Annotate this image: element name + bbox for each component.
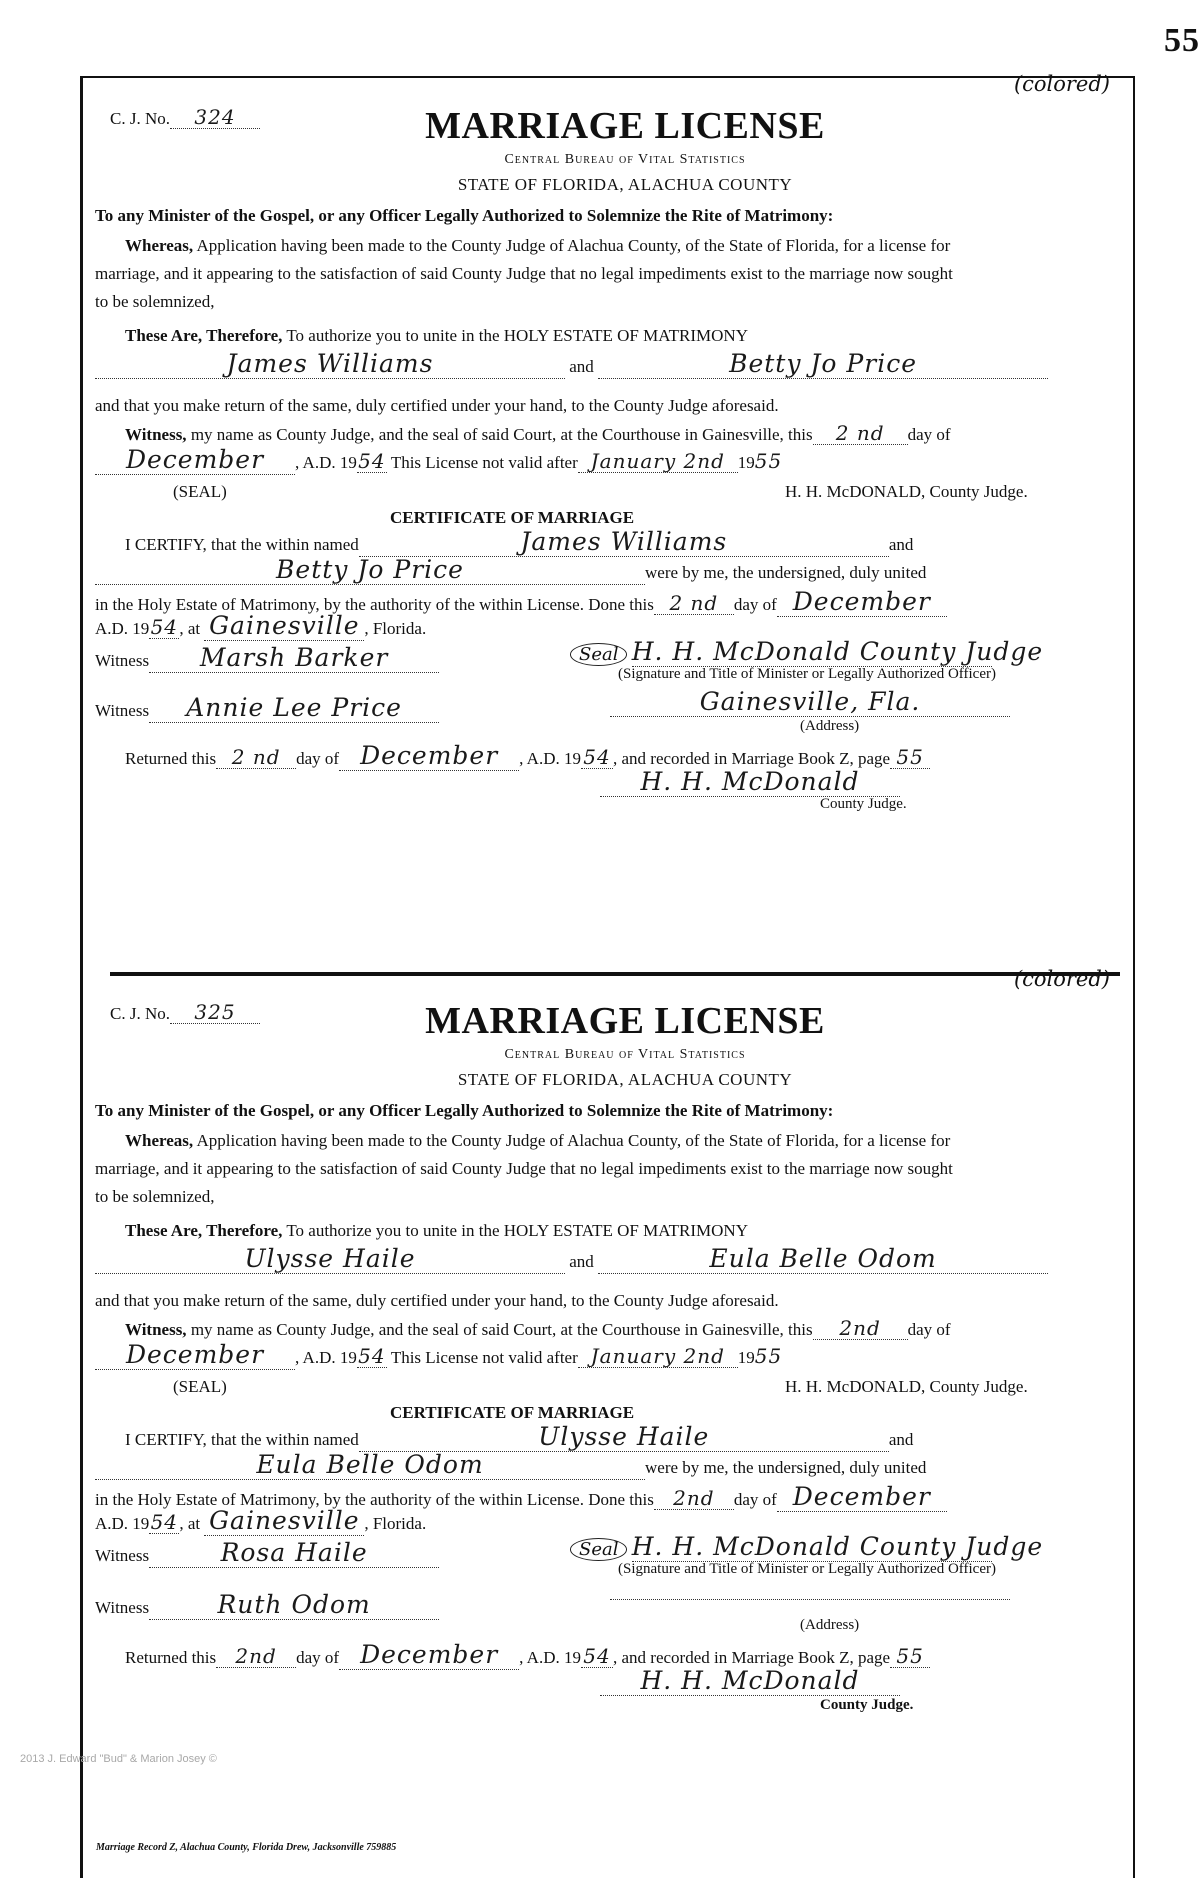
certify-text: I CERTIFY, that the within named [125,535,359,554]
witness-text: my name as County Judge, and the seal of said Court, at the Courthouse in Gainesville, this [190,425,813,444]
cj-number [110,106,260,129]
address-to: To any Minister of the Gospel, or any Officer Legally Authorized to Solemnize the Rite of Matrimony: [95,206,834,225]
seal-label: (SEAL) [173,482,227,501]
whereas-line-1 [125,236,950,256]
florida-label: , Florida. [364,619,427,638]
day-of-label: day of [907,425,951,444]
were-by-me: were by me, the undersigned, duly united [645,1458,927,1477]
these-text: To authorize you to unite in the HOLY ESTATE OF MATRIMONY [286,1221,748,1240]
groom-name: Ulysse Haile [95,1245,565,1274]
witness-2: Ruth Odom [149,1591,439,1620]
and-label: and [569,357,594,376]
and-label-2: and [888,1430,914,1449]
colored-note: (colored) [1013,72,1110,96]
returned-day: 2 nd [216,746,296,769]
ad-line-label: A.D. 19 [95,619,150,638]
were-by-me: were by me, the undersigned, duly united [645,563,927,582]
holy-estate-text: in the Holy Estate of Matrimony, by the authority of the within License. Done this [95,595,654,614]
seal-mark: Seal [570,643,627,666]
whereas-text-1: Application having been made to the County Judge of Alachua County, of the State of Florida, for a license for [196,236,951,255]
officiant-address: Gainesville, Fla. [610,688,1010,717]
returned-month: December [339,742,519,771]
and-label: and [569,1252,594,1271]
valid-year-prefix: 19 [737,453,755,472]
done-place: Gainesville [204,1507,364,1536]
form-footer: Marriage Record Z, Alachua County, Florida Drew, Jacksonville 759885 [96,1842,397,1853]
officiant-address-line [610,688,1010,717]
not-valid-label: This License not valid after [390,1348,578,1367]
whereas-lead: Whereas, [125,1131,194,1150]
license-subtitle: Central Bureau of Vital Statistics [504,1047,746,1062]
witness-2-line [95,694,439,723]
cj-no-value: 325 [170,1001,260,1024]
witness-1-line [95,644,439,673]
at-label: at [187,1514,201,1533]
ad-prefix: , A.D. 19 [295,1348,357,1367]
judge-label: H. H. McDONALD, County Judge. [785,482,1028,501]
done-day: 2 nd [654,592,734,615]
address-caption: (Address) [800,718,860,734]
license-title: MARRIAGE LICENSE [425,105,825,147]
officiant-address [610,1599,1010,1600]
return-line: and that you make return of the same, duly certified under your hand, to the County Judge aforesaid. [95,396,779,415]
valid-after: January 2nd [578,1345,738,1368]
valid-year-prefix: 19 [737,1348,755,1367]
these-are-line [125,1221,748,1241]
cj-no-label: C. J. No. [110,1004,170,1023]
bride-name: Betty Jo Price [598,350,1048,379]
issue-year: 54 [358,1344,386,1368]
returned-this: Returned this [125,1648,217,1667]
witness-2: Annie Lee Price [149,694,439,723]
judge-signature: H. H. McDonald [600,1667,900,1696]
seal-mark: Seal [570,1538,627,1561]
copyright-watermark: 2013 J. Edward "Bud" & Marion Josey © [20,1753,217,1765]
cert-bride: Eula Belle Odom [95,1451,645,1480]
judge-signature-line [600,768,900,797]
returned-month: December [339,1641,519,1670]
officiant-signature: H. H. McDonald County Judge [631,637,1044,666]
sig-caption: (Signature and Title of Minister or Legally Authorized Officer) [618,1561,996,1577]
these-text: To authorize you to unite in the HOLY ESTATE OF MATRIMONY [286,326,748,345]
witness-1: Marsh Barker [149,644,439,673]
address-to: To any Minister of the Gospel, or any Officer Legally Authorized to Solemnize the Rite of Matrimony: [95,1101,834,1120]
ad-comma: , A.D. 19 [519,749,581,768]
day-of-label-3: day of [296,749,340,768]
judge-signature-line [600,1667,900,1696]
officiant-signature-line [570,637,1044,667]
bride-name: Eula Belle Odom [598,1245,1048,1274]
cert-bride-line [95,1451,926,1480]
whereas-line-1 [125,1131,950,1151]
and-label-2: and [888,535,914,554]
county-judge-caption: County Judge. [820,1697,914,1713]
issue-date-line [95,1341,782,1370]
valid-year: 55 [754,449,783,473]
issue-day: 2 nd [813,422,908,445]
issue-month: December [95,446,295,475]
officiant-signature: H. H. McDonald County Judge [631,1532,1044,1561]
whereas-line-3: to be solemnized, [95,1187,215,1206]
state-county: STATE OF FLORIDA, ALACHUA COUNTY [457,175,793,194]
issue-day: 2nd [813,1317,908,1340]
not-valid-label: This License not valid after [390,453,578,472]
certify-text: I CERTIFY, that the within named [125,1430,359,1449]
cj-no-value: 324 [170,106,260,129]
witness-label-1: Witness [95,651,150,670]
colored-note: (colored) [1013,967,1110,991]
day-of-label-3: day of [296,1648,340,1667]
valid-year: 55 [754,1344,783,1368]
witness-1: Rosa Haile [149,1539,439,1568]
certificate-title: CERTIFICATE OF MARRIAGE [390,1403,635,1422]
issue-date-line [95,446,782,475]
seal-label: (SEAL) [173,1377,227,1396]
returned-day: 2nd [216,1645,296,1668]
cj-number [110,1001,260,1024]
groom-name: James Williams [95,350,565,379]
recorded-in: and recorded in Marriage Book Z, page [621,1648,891,1667]
judge-label: H. H. McDONALD, County Judge. [785,1377,1028,1396]
ad-prefix: , A.D. 19 [295,453,357,472]
returned-year: 54 [581,746,613,769]
page-number: 55 [1164,22,1200,59]
florida-label: , Florida. [364,1514,427,1533]
cj-no-label: C. J. No. [110,109,170,128]
county-judge-caption: County Judge. [820,796,907,812]
cert-bride-line [95,556,926,585]
done-month: December [777,1483,947,1512]
valid-after: January 2nd [578,450,738,473]
judge-signature: H. H. McDonald [600,768,900,797]
day-of-label-2: day of [733,595,777,614]
license-title: MARRIAGE LICENSE [425,1000,825,1042]
done-year: 54 [150,1510,179,1534]
witness-label-2: Witness [95,701,150,720]
witness-lead: Witness, [125,1320,187,1339]
issue-month: December [95,1341,295,1370]
these-lead: These Are, Therefore, [125,326,283,345]
day-of-label-2: day of [733,1490,777,1509]
done-month: December [777,588,947,617]
returned-this: Returned this [125,749,217,768]
witness-line [125,1317,951,1340]
recorded-in: and recorded in Marriage Book Z, page [621,749,891,768]
done-day: 2nd [654,1487,734,1510]
whereas-text-1: Application having been made to the County Judge of Alachua County, of the State of Florida, for a license for [196,1131,951,1150]
witness-label-1: Witness [95,1546,150,1565]
these-lead: These Are, Therefore, [125,1221,283,1240]
these-are-line [125,326,748,346]
book-page: 55 [890,746,930,769]
witness-text: my name as County Judge, and the seal of said Court, at the Courthouse in Gainesville, this [190,1320,813,1339]
at-label: at [187,619,201,638]
certify-line [125,528,913,557]
whereas-line-2: marriage, and it appearing to the satisfaction of said County Judge that no legal impediments exist to the marriage now sought [95,264,953,283]
whereas-line-2: marriage, and it appearing to the satisfaction of said County Judge that no legal impediments exist to the marriage now sought [95,1159,953,1178]
witness-line [125,422,951,445]
issue-year: 54 [358,449,386,473]
state-county: STATE OF FLORIDA, ALACHUA COUNTY [457,1070,793,1089]
done-place-line: A.D. 1954, at Gainesville , Florida. [95,1506,427,1535]
done-year: 54 [150,615,179,639]
witness-lead: Witness, [125,425,187,444]
certify-line [125,1423,913,1452]
whereas-line-3: to be solemnized, [95,292,215,311]
certificate-title: CERTIFICATE OF MARRIAGE [390,508,635,527]
done-place-line: A.D. 1954, at Gainesville , Florida. [95,611,427,640]
ad-line-label: A.D. 19 [95,1514,150,1533]
return-line: and that you make return of the same, duly certified under your hand, to the County Judge aforesaid. [95,1291,779,1310]
whereas-lead: Whereas, [125,236,194,255]
witness-label-2: Witness [95,1598,150,1617]
cert-groom: Ulysse Haile [359,1423,889,1452]
witness-1-line [95,1539,439,1568]
officiant-signature-line [570,1532,1044,1562]
day-of-label: day of [907,1320,951,1339]
done-place: Gainesville [204,612,364,641]
returned-line: Returned this 2nd day of December , A.D. 19 54 , and recorded in Marriage Book Z, page 55 [125,1641,930,1670]
license-subtitle: Central Bureau of Vital Statistics [504,152,746,167]
returned-line: Returned this 2 nd day of December , A.D. 19 54 , and recorded in Marriage Book Z, page 55 [125,742,930,771]
address-caption: (Address) [800,1617,860,1633]
ad-comma: , A.D. 19 [519,1648,581,1667]
witness-2-line [95,1591,439,1620]
section-divider [110,972,1120,976]
holy-estate-text: in the Holy Estate of Matrimony, by the authority of the within License. Done this [95,1490,654,1509]
names-line [95,1245,1048,1274]
sig-caption: (Signature and Title of Minister or Legally Authorized Officer) [618,666,996,682]
returned-year: 54 [581,1645,613,1668]
officiant-address-line [610,1585,1010,1605]
names-line [95,350,1048,379]
cert-bride: Betty Jo Price [95,556,645,585]
cert-groom: James Williams [359,528,889,557]
book-page: 55 [890,1645,930,1668]
